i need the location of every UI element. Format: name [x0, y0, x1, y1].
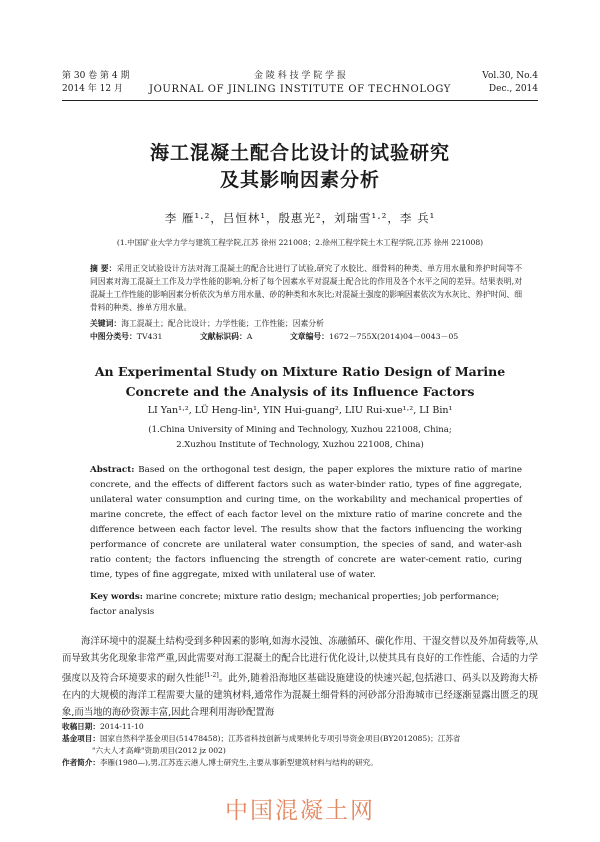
body-text-end: 。此外,随着沿海地区基础设施建设的快速兴起,包括港口、码头以及跨海大桥在内的大规模的海洋工程需要大量的建筑材料,通常作为混凝土细骨料的河砂部分沿海城市已经逐渐显露出匮乏的现象,而当地的海砂资源丰富,因此合理利用海砂配置海 [62, 673, 538, 719]
fund-label: 基金项目： [62, 734, 100, 743]
title-en-line1: An Experimental Study on Mixture Ratio Design of Marine [94, 364, 506, 379]
title-cn-line2: 及其影响因素分析 [219, 169, 380, 191]
affiliation-en-line2: 2.Xuzhou Institute of Technology, Xuzhou 221008, China) [176, 440, 424, 450]
abstract-en-label: Abstract: [90, 465, 135, 475]
article-number [290, 330, 458, 343]
keywords-cn [90, 317, 522, 330]
authors-cn: 李 雁¹·²，吕恒林¹，殷惠光²，刘瑞雪¹·²，李 兵¹ [164, 211, 436, 225]
footnote-author [62, 757, 538, 769]
doc-code [200, 330, 252, 343]
footnote-received [62, 721, 538, 733]
abstract-en [90, 463, 522, 583]
journal-name-cn: 金 陵 科 技 学 院 学 报 [253, 71, 347, 81]
header-right [482, 70, 538, 96]
abstract-cn-label: 摘 要： [90, 264, 117, 273]
body-paragraph [62, 633, 538, 721]
site-watermark: 中国混凝土网 [225, 798, 375, 824]
doc-label: 文献标识码： [200, 332, 247, 341]
clc-label: 中图分类号： [90, 332, 137, 341]
footnote-fund-cont: "六大人才高峰"资助项目(2012 jz 002) [92, 746, 226, 755]
fund-text: 国家自然科学基金项目(51478458)；江苏省科技创新与成果转化专项引导资金项目(BY2012085)；江苏省 [99, 734, 461, 743]
footnote-divider [62, 718, 190, 719]
clc-number [90, 330, 163, 343]
author-bio-label: 作者简介： [62, 758, 100, 767]
affiliation-en-line1: (1.China University of Mining and Technology, Xuzhou 221008, China; [148, 425, 452, 435]
volume-issue-cn: 第 30 卷 第 4 期 [62, 71, 130, 81]
header-divider [62, 100, 538, 101]
footnote-fund [62, 733, 538, 745]
article-value: 1672－755X(2014)04－0043－05 [328, 332, 459, 341]
keywords-en [90, 590, 522, 620]
authors-en: LI Yan¹·², LÜ Heng-lin¹, YIN Hui-guang², LIU Rui-xue¹·², LI Bin¹ [147, 405, 453, 416]
keywords-en-text: marine concrete; mixture ratio design; mechanical properties; job performance; factor analysis [90, 592, 500, 617]
body-text-start: 海洋环境中的混凝土结构受到多种因素的影响,如海水浸蚀、冻融循环、碳化作用、干湿交替以及外加荷载等,从而导致其劣化现象非常严重,因此需要对海工混凝土的配合比进行优化设计,以使其具有良好的工作性能、合适的力学强度以及符合环境要求的耐久性能 [62, 636, 538, 685]
abstract-en-text: Based on the orthogonal test design, the paper explores the mixture ratio of marine concrete, and the effects of different factors such as water-binder ratio, types of fine aggregate, unilateral water consumption and curing time, on the workability and mechanical properties of marine concrete, the effect of each factor level on the mixture ratio of marine concrete and the difference between each factor level. The results show that the factors influencing the working performance of concrete are unilateral water consumption, the species of sand, and water-ash ratio content; the factors influencing the strength of concrete are water-cement ratio, curing time, types of fine aggregate, mixed with unilateral use of water. [90, 465, 523, 580]
affiliation-en [0, 423, 600, 453]
journal-name-en: JOURNAL OF JINLING INSTITUTE OF TECHNOLOGY [149, 84, 451, 95]
received-date: 2014-11-10 [99, 722, 144, 731]
article-label: 文章编号： [290, 332, 329, 341]
footnotes [62, 721, 538, 769]
date-en: Dec., 2014 [488, 84, 538, 94]
clc-value: TV431 [136, 332, 163, 341]
title-en [0, 362, 600, 402]
date-cn: 2014 年 12 月 [62, 84, 123, 94]
keywords-cn-text: 海工混凝土；配合比设计；力学性能；工作性能；因素分析 [121, 319, 324, 328]
abstract-cn-text: 采用正交试验设计方法对海工混凝土的配合比进行了试验,研究了水胶比、细骨料的种类、单方用水量和养护时间等不同因素对海工混凝土工作及力学性能的影响,分析了每个因素水平对混凝土配合比的作用及各个水平之间的差异。结果表明,对混凝土工作性能的影响因素分析依次为单方用水量、砂的种类和水灰比;对混凝土强度的影响因素依次为水灰比、养护时间、细骨料的种类、掺单方用水量。 [90, 264, 522, 312]
volume-issue-en: Vol.30, No.4 [482, 71, 538, 81]
title-cn-line1: 海工混凝土配合比设计的试验研究 [149, 142, 450, 164]
title-en-line2: Concrete and the Analysis of its Influence Factors [125, 384, 475, 399]
keywords-cn-label: 关键词： [90, 319, 122, 328]
title-cn [0, 140, 600, 194]
received-label: 收稿日期： [62, 722, 100, 731]
citation-marker: [1-2] [204, 672, 219, 679]
keywords-en-label: Key words: [90, 592, 143, 602]
author-bio-text: 李雁(1980—),男,江苏连云港人,博士研究生,主要从事新型建筑材料与结构的研究。 [99, 758, 378, 767]
doc-value: A [246, 332, 253, 341]
affiliation-cn: (1.中国矿业大学力学与建筑工程学院,江苏 徐州 221008；2.徐州工程学院土木工程学院,江苏 徐州 221008) [116, 238, 484, 247]
abstract-cn [90, 262, 522, 314]
